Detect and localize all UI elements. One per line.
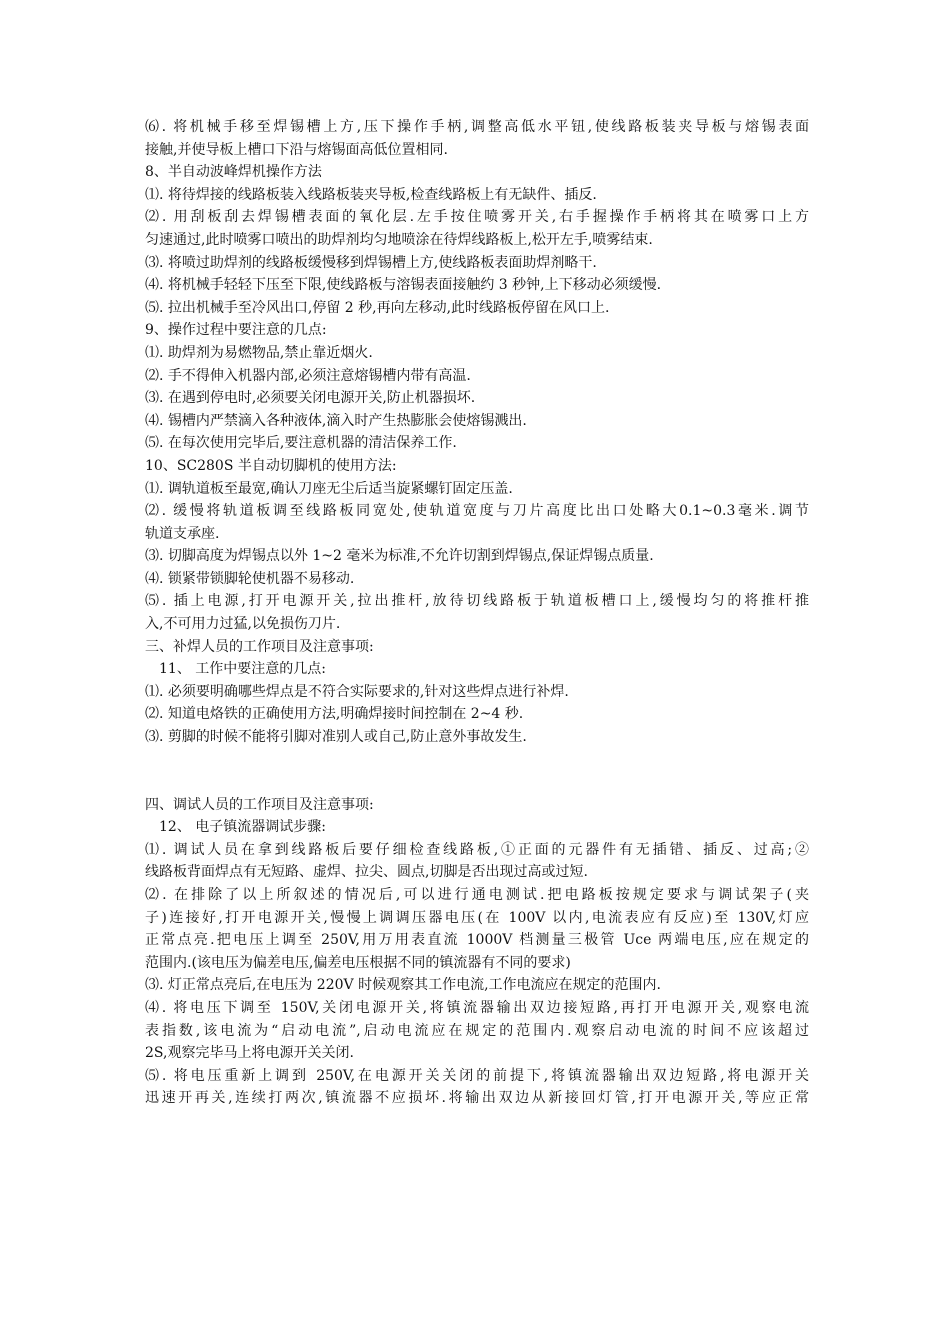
section-heading: 9、操作过程中要注意的几点: bbox=[145, 322, 327, 339]
text-line: 表指数,该电流为“启动电流”,启动电流应在规定的范围内.观察启动电流的时间不应该超过 bbox=[145, 1022, 809, 1039]
text-line: 范围内.(该电压为偏差电压,偏差电压根据不同的镇流器有不同的要求) bbox=[145, 954, 571, 971]
text-line: ⑶. 在遇到停电时,必须要关闭电源开关,防止机器损坏. bbox=[145, 390, 476, 407]
text-line: ⑶. 灯正常点亮后,在电压为 220V 时候观察其工作电流,工作电流应在规定的范围内. bbox=[145, 977, 661, 994]
text-line: 正常点亮.把电压上调至 250V,用万用表直流 1000V 档测量三极管 Uce 两端电压,应在规定的 bbox=[145, 932, 809, 949]
text-line: 入,不可用力过猛,以免损伤刀片. bbox=[145, 616, 341, 633]
document-body bbox=[145, 116, 809, 1110]
text-line: ⑷. 将机械手轻轻下压至下限,使线路板与溶锡表面接触约 3 秒钟,上下移动必须缓慢. bbox=[145, 277, 662, 294]
text-line: ⑴. 必须要明确哪些焊点是不符合实际要求的,针对这些焊点进行补焊. bbox=[145, 683, 569, 700]
section-heading: 四、调试人员的工作项目及注意事项: bbox=[145, 796, 374, 813]
text-line: ⑸. 拉出机械手至冷风出口,停留 2 秒,再向左移动,此时线路板停留在风口上. bbox=[145, 299, 610, 316]
text-line: ⑶. 将喷过助焊剂的线路板缓慢移到焊锡槽上方,使线路板表面助焊剂略干. bbox=[145, 254, 597, 271]
text-line: ⑴. 将待焊接的线路板装入线路板装夹导板,检查线路板上有无缺件、插反. bbox=[145, 186, 597, 203]
text-line: 子)连接好,打开电源开关,慢慢上调调压器电压(在 100V 以内,电流表应有反应)至 130V,灯应 bbox=[145, 909, 809, 926]
section-heading: 三、补焊人员的工作项目及注意事项: bbox=[145, 638, 374, 655]
section-heading: 8、半自动波峰焊机操作方法 bbox=[145, 164, 322, 181]
section-heading: 10、SC280S 半自动切脚机的使用方法: bbox=[145, 457, 397, 474]
text-line: 2S,观察完毕马上将电源开关关闭. bbox=[145, 1045, 354, 1062]
text-line: ⑴. 调试人员在拿到线路板后要仔细检查线路板,①正面的元器件有无插错、插反、过高;② bbox=[145, 841, 809, 858]
text-line: ⑶. 切脚高度为焊锡点以外 1~2 毫米为标准,不允许切割到焊锡点,保证焊锡点质量. bbox=[145, 548, 654, 565]
section-heading: 11、 工作中要注意的几点: bbox=[159, 661, 326, 678]
text-line: 匀速通过,此时喷雾口喷出的助焊剂均匀地喷涂在待焊线路板上,松开左手,喷雾结束. bbox=[145, 231, 653, 248]
text-line: ⑷. 将电压下调至 150V,关闭电源开关,将镇流器输出双边接短路,再打开电源开关,观察电流 bbox=[145, 999, 809, 1016]
text-line: ⑷. 锁紧带锁脚轮使机器不易移动. bbox=[145, 570, 355, 587]
text-line: 迅速开再关,连续打两次,镇流器不应损坏.将输出双边从新接回灯管,打开电源开关,等应正常 bbox=[145, 1090, 809, 1107]
text-line: 轨道支承座. bbox=[145, 525, 220, 542]
text-line: ⑷. 锡槽内严禁滴入各种液体,滴入时产生热膨胀会使熔锡溅出. bbox=[145, 412, 527, 429]
text-line: ⑸. 将电压重新上调到 250V,在电源开关关闭的前提下,将镇流器输出双边短路,将电源开关 bbox=[145, 1067, 809, 1084]
text-line: ⑸. 插上电源,打开电源开关,拉出推杆,放待切线路板于轨道板槽口上,缓慢均匀的将推杆推 bbox=[145, 593, 809, 610]
text-line: ⑵. 手不得伸入机器内部,必须注意熔锡槽内带有高温. bbox=[145, 367, 471, 384]
text-line: ⑴. 调轨道板至最宽,确认刀座无尘后适当旋紧螺钉固定压盖. bbox=[145, 480, 513, 497]
section-heading: 12、 电子镇流器调试步骤: bbox=[159, 819, 326, 836]
text-line: ⑸. 在每次使用完毕后,要注意机器的清洁保养工作. bbox=[145, 435, 457, 452]
text-line: ⑶. 剪脚的时候不能将引脚对准别人或自己,防止意外事故发生. bbox=[145, 729, 527, 746]
text-line: ⑵. 在排除了以上所叙述的情况后,可以进行通电测试.把电路板按规定要求与调试架子(夹 bbox=[145, 887, 809, 903]
text-line: ⑵. 知道电烙铁的正确使用方法,明确焊接时间控制在 2~4 秒. bbox=[145, 706, 524, 723]
text-line: 接触,并使导板上槽口下沿与熔锡面高低位置相同. bbox=[145, 141, 448, 158]
text-line: ⑴. 助焊剂为易燃物品,禁止靠近烟火. bbox=[145, 344, 373, 361]
section-spacer bbox=[145, 749, 809, 794]
text-line: ⑵. 缓慢将轨道板调至线路板同宽处,使轨道宽度与刀片高度比出口处略大0.1~0.3毫米.调节 bbox=[145, 503, 809, 520]
text-line: ⑹. 将机械手移至焊锡槽上方,压下操作手柄,调整高低水平钮,使线路板装夹导板与熔锡表面 bbox=[145, 119, 809, 135]
text-line: ⑵. 用刮板刮去焊锡槽表面的氧化层.左手按住喷雾开关,右手握操作手柄将其在喷雾口上方 bbox=[145, 209, 809, 226]
text-line: 线路板背面焊点有无短路、虚焊、拉尖、圆点,切脚是否出现过高或过短. bbox=[145, 864, 588, 881]
